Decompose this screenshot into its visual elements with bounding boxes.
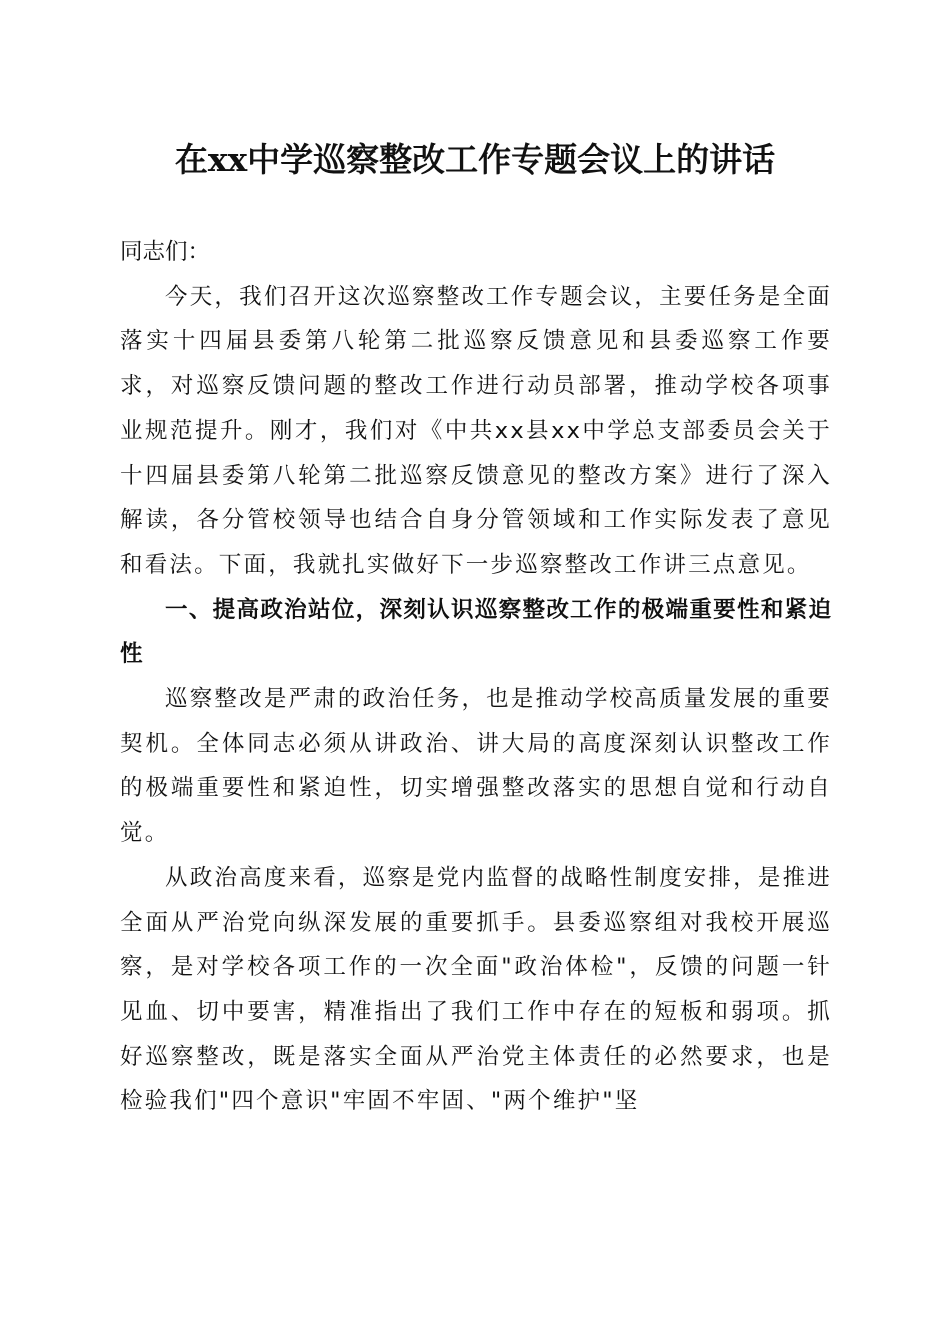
- document-title: 在xx中学巡察整改工作专题会议上的讲话: [174, 140, 776, 179]
- section-heading-1: 一、提高政治站位，深刻认识巡察整改工作的极端重要性和紧迫性: [120, 596, 832, 668]
- salutation: 同志们：: [120, 239, 211, 265]
- paragraph-section-1-b: 从政治高度来看，巡察是党内监督的战略性制度安排，是推进全面从严治党向纵深发展的重要抓手。县委巡察组对我校开展巡察，是对学校各项工作的一次全面"政治体检"，反馈的问题一针见血、切中要害，精准指出了我们工作中存在的短板和弱项。抓好巡察整改，既是落实全面从严治党主体责任的必然要求，也是检验我们"四个意识"牢固不牢固、"两个维护"坚: [120, 864, 832, 1115]
- paragraph-section-1-a: 巡察整改是严肃的政治任务，也是推动学校高质量发展的重要契机。全体同志必须从讲政治、讲大局的高度深刻认识整改工作的极端重要性和紧迫性，切实增强整改落实的思想自觉和行动自觉。: [120, 686, 832, 847]
- paragraph-intro: 今天，我们召开这次巡察整改工作专题会议，主要任务是全面落实十四届县委第八轮第二批巡察反馈意见和县委巡察工作要求，对巡察反馈问题的整改工作进行动员部署，推动学校各项事业规范提升。刚才，我们对《中共xx县xx中学总支部委员会关于十四届县委第八轮第二批巡察反馈意见的整改方案》进行了深入解读，各分管校领导也结合自身分管领域和工作实际发表了意见和看法。下面，我就扎实做好下一步巡察整改工作讲三点意见。: [120, 283, 832, 578]
- document-body: [120, 230, 832, 1124]
